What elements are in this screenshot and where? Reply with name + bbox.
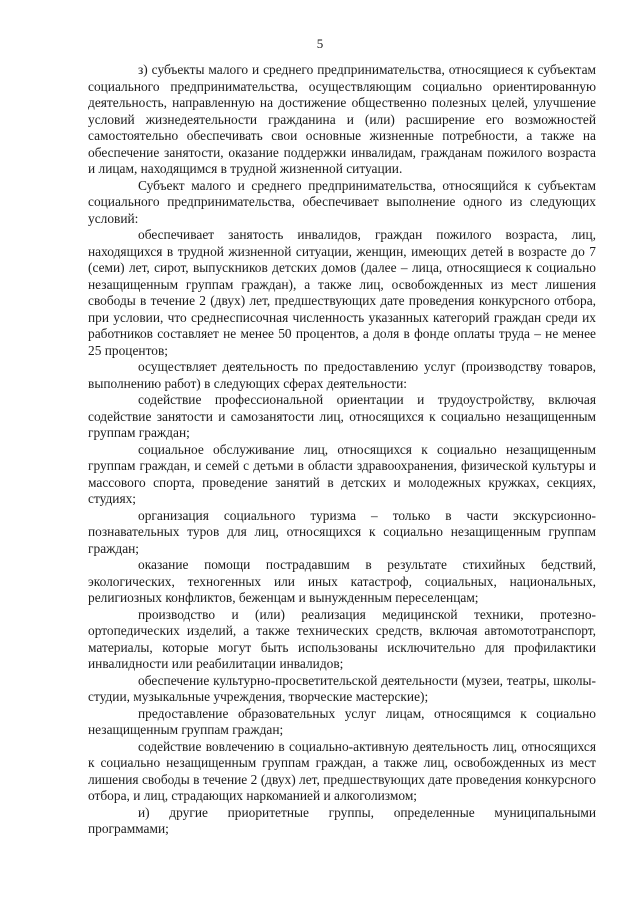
paragraph: содействие профессиональной ориентации и трудоустройству, включая содействие занятости и самозанятости лиц, относящихся к социально незащищенным группам граждан; xyxy=(88,392,596,440)
paragraph: социальное обслуживание лиц, относящихся к социально незащищенным группам граждан, и семей с детьми в области здравоохранения, физической культуры и массового спорта, проведение занятий в детских и молодежных кружках, секциях, студиях; xyxy=(88,441,596,506)
paragraph: предоставление образовательных услуг лицам, относящимся к социально незащищенным группам граждан; xyxy=(88,705,596,737)
paragraph: осуществляет деятельность по предоставлению услуг (производству товаров, выполнению работ) в следующих сферах деятельности: xyxy=(88,359,596,391)
paragraph: Субъект малого и среднего предпринимательства, относящийся к субъектам социального предпринимательства, обеспечивает выполнение одного из следующих условий: xyxy=(88,177,596,226)
paragraph: организация социального туризма – только в части экскурсионно-познавательных туров для лиц, относящихся к социально незащищенным группам граждан; xyxy=(88,507,596,556)
paragraph: содействие вовлечению в социально-активную деятельность лиц, относящихся к социально незащищенным группам граждан, а также лиц, освобожденных из мест лишения свободы в течение 2 (двух) лет, предшествующих дате проведения конкурсного отбора, и лиц, страдающих наркоманией и алкоголизмом; xyxy=(88,738,596,803)
paragraph: обеспечение культурно-просветительской деятельности (музеи, театры, школы-студии, музыкальные учреждения, творческие мастерские); xyxy=(88,672,596,704)
paragraph: оказание помощи пострадавшим в результате стихийных бедствий, экологических, техногенных или иных катастроф, социальных, национальных, религиозных конфликтов, беженцам и вынужденным переселенцам; xyxy=(88,557,596,605)
document-body xyxy=(88,62,596,838)
paragraph: производство и (или) реализация медицинской техники, протезно-ортопедических изделий, а также технических средств, включая автомототранспорт, материалы, которые могут быть использованы исключительно для профилактики инвалидности или реабилитации инвалидов; xyxy=(88,606,596,671)
paragraph: з) субъекты малого и среднего предпринимательства, относящиеся к субъектам социального предпринимательства, осуществляющим социально ориентированную деятельность, направленную на достижение общественно полезных целей, улучшение условий жизнедеятельности гражданина и (или) расширение его возможностей самостоятельно обеспечивать свои основные жизненные потребности, а также на обеспечение занятости, оказание поддержки инвалидам, гражданам пожилого возраста и лицам, находящимся в трудной жизненной ситуации. xyxy=(88,62,596,176)
paragraph: и) другие приоритетные группы, определенные муниципальными программами; xyxy=(88,804,596,836)
page-number: 5 xyxy=(316,36,324,51)
paragraph: обеспечивает занятость инвалидов, граждан пожилого возраста, лиц, находящихся в трудной жизненной ситуации, женщин, имеющих детей в возрасте до 7 (семи) лет, сирот, выпускников детских домов (далее – лица, относящиеся к социально незащищенным группам граждан), а также лиц, освобожденных из мест лишения свободы в течение 2 (двух) лет, предшествующих дате проведения конкурсного отбора, при условии, что среднесписочная численность указанных категорий граждан среди их работников составляет не менее 50 процентов, а доля в фонде оплаты труда – не менее 25 процентов; xyxy=(88,227,596,358)
